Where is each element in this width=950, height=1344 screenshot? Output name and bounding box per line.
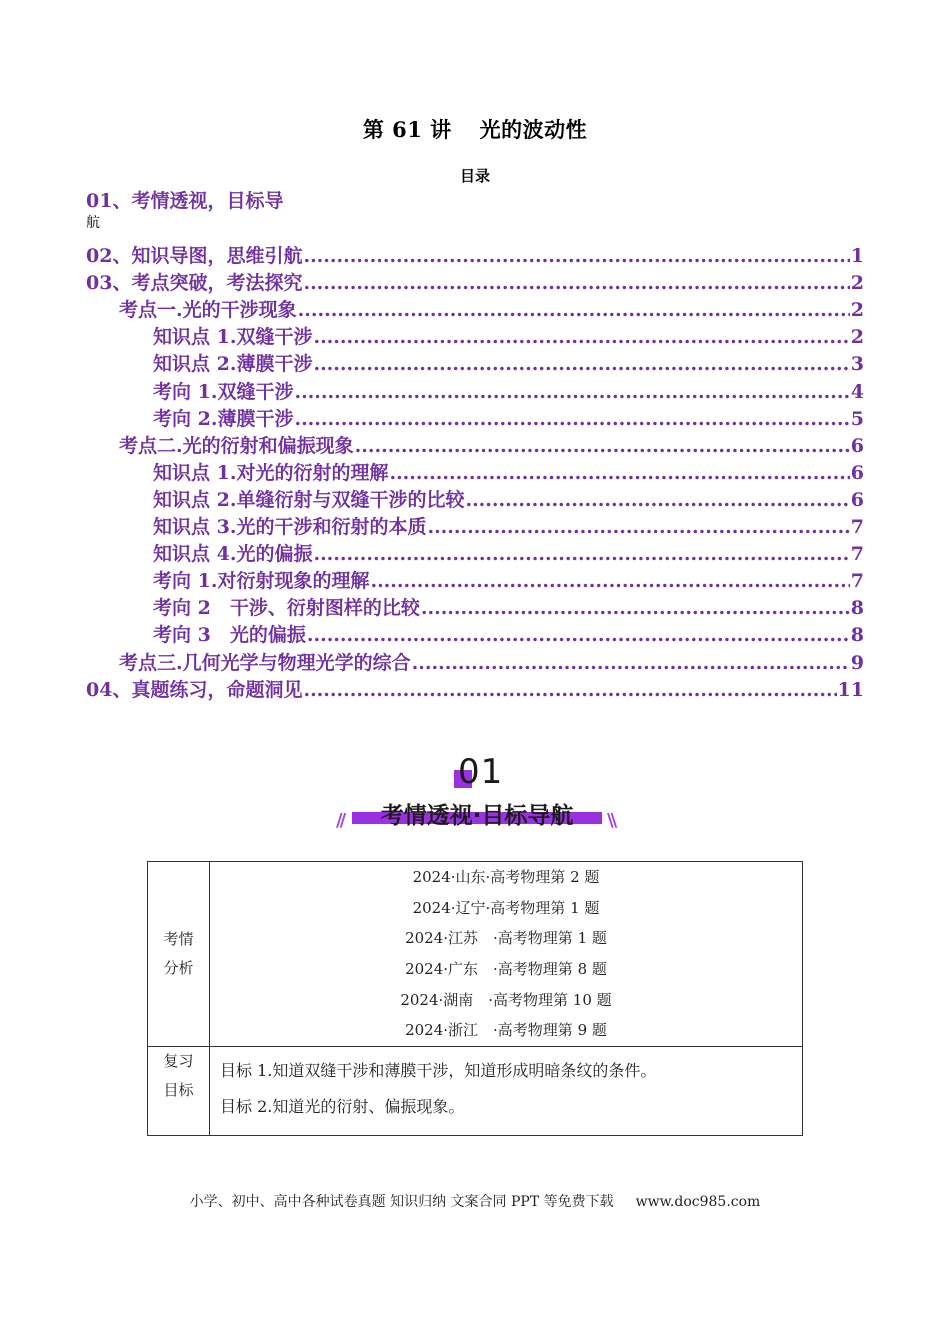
exam-item: 2024·广东 ·高考物理第 8 题 (405, 960, 607, 979)
toc-item-label: 04、真题练习，命题洞见 (86, 678, 303, 701)
toc-page-number: 7 (850, 570, 864, 593)
toc-item[interactable] (86, 268, 864, 294)
toc-item[interactable] (153, 404, 864, 430)
toc-item-label: 知识点 2.单缝衍射与双缝干涉的比较 (153, 488, 465, 511)
toc-item[interactable] (86, 675, 864, 701)
toc-item[interactable] (153, 593, 864, 619)
toc-item-label: 考向 3 光的偏振 (153, 624, 306, 647)
toc-item-label: 考点二.光的衍射和偏振现象 (119, 434, 354, 457)
toc-leader-dots (465, 489, 849, 511)
right-slash-decoration: \\ (607, 810, 615, 831)
toc-item-label: 知识点 2.薄膜干涉 (153, 353, 313, 376)
toc-leader-dots (313, 326, 849, 348)
toc-page-number: 11 (837, 678, 864, 701)
toc-leader-dots (313, 353, 849, 375)
lecture-number: 第 61 讲 (362, 117, 452, 142)
left-slash-decoration: // (336, 810, 344, 831)
label-line: 目标 (163, 1081, 194, 1100)
row-label-exam-analysis (148, 862, 210, 1047)
toc-leader-dots (370, 570, 849, 592)
section-title: 考情透视·目标导航 (380, 803, 574, 829)
toc-leader-dots (427, 516, 849, 538)
toc-page-number: 7 (850, 516, 864, 538)
footer-url[interactable]: www.doc985.com (635, 1194, 761, 1210)
toc-heading: 目录 (459, 167, 490, 185)
toc-item-first[interactable]: 01、考情透视，目标导 (86, 190, 284, 212)
toc-page-number: 2 (850, 326, 864, 349)
toc-page-number: 2 (850, 272, 864, 295)
toc-page-number: 8 (850, 624, 864, 647)
toc-item-label: 考点三.几何光学与物理光学的综合 (119, 651, 411, 674)
toc-item[interactable] (153, 349, 864, 375)
exam-item: 2024·湖南 ·高考物理第 10 题 (400, 990, 612, 1009)
toc-page-number: 2 (850, 299, 864, 322)
toc-item-label: 03、考点突破，考法探究 (86, 272, 303, 295)
toc-item-label: 知识点 4.光的偏振 (153, 543, 313, 566)
toc-item[interactable] (153, 566, 864, 592)
toc-item[interactable] (153, 322, 864, 348)
toc-page-number: 1 (850, 245, 864, 267)
toc-leader-dots (355, 435, 850, 457)
toc-item-first-wrap: 航 (86, 215, 100, 231)
toc-leader-dots (421, 597, 850, 619)
label-line: 分析 (163, 959, 194, 978)
toc-item[interactable] (119, 431, 864, 457)
toc-item[interactable] (153, 458, 864, 484)
toc-item-label: 考向 1.双缝干涉 (153, 380, 294, 403)
goals-cell (210, 1047, 803, 1136)
toc-item-label: 02、知识导图，思维引航 (86, 245, 303, 267)
toc-item-label: 考向 2 干涉、衍射图样的比较 (153, 597, 420, 620)
toc-page-number: 8 (850, 597, 864, 620)
section-number: 01 (458, 752, 504, 792)
label-line: 复习 (163, 1052, 194, 1071)
goal-item: 目标 2.知道光的衍射、偏振现象。 (220, 1097, 465, 1117)
toc-page-number: 4 (850, 380, 864, 403)
toc-item[interactable] (119, 295, 864, 321)
toc-leader-dots (303, 272, 849, 294)
toc-item[interactable] (86, 241, 864, 267)
table-row-exam-analysis (148, 862, 803, 1047)
toc-leader-dots (294, 381, 849, 403)
toc-item[interactable] (153, 485, 864, 511)
toc-item-label: 考向 1.对衍射现象的理解 (153, 570, 370, 593)
toc-page-number: 9 (850, 651, 864, 674)
page-footer (0, 1191, 950, 1211)
toc-item-label: 知识点 1.双缝干涉 (153, 326, 313, 349)
toc-item-label: 知识点 3.光的干涉和衍射的本质 (153, 516, 427, 538)
toc-item[interactable] (153, 377, 864, 403)
toc-page-number: 5 (850, 407, 864, 430)
label-line: 考情 (163, 930, 194, 949)
toc-leader-dots (303, 679, 836, 701)
goal-item: 目标 1.知道双缝干涉和薄膜干涉，知道形成明暗条纹的条件。 (220, 1061, 657, 1081)
exam-item: 2024·浙江 ·高考物理第 9 题 (405, 1021, 607, 1040)
toc-leader-dots (307, 624, 850, 646)
exam-item: 2024·江苏 ·高考物理第 1 题 (405, 929, 607, 948)
toc-leader-dots (412, 652, 850, 674)
exam-list-cell (210, 862, 803, 1047)
lecture-topic: 光的波动性 (479, 117, 588, 142)
toc-leader-dots (389, 462, 849, 484)
footer-text: 小学、初中、高中各种试卷真题 知识归纳 文案合同 PPT 等免费下载 (189, 1194, 614, 1210)
toc-item[interactable] (153, 620, 864, 646)
toc-page-number: 6 (850, 434, 864, 457)
exam-item: 2024·辽宁·高考物理第 1 题 (412, 898, 600, 917)
toc-leader-dots (303, 245, 849, 267)
document-title (0, 114, 950, 144)
toc-page-number: 7 (850, 543, 864, 566)
toc-page-number: 6 (850, 488, 864, 511)
toc-item[interactable] (119, 648, 864, 674)
exam-info-table (147, 861, 803, 1136)
exam-item: 2024·山东·高考物理第 2 题 (412, 868, 600, 886)
row-label-review-goals (148, 1047, 210, 1136)
toc-item[interactable] (153, 539, 864, 565)
table-row-review-goals (148, 1047, 803, 1136)
toc-item-label: 知识点 1.对光的衍射的理解 (153, 461, 389, 484)
toc-leader-dots (294, 408, 849, 430)
toc-leader-dots (313, 543, 849, 565)
toc-page-number: 3 (850, 353, 864, 376)
toc-item-label: 考向 2.薄膜干涉 (153, 407, 294, 430)
toc-item[interactable] (153, 512, 864, 538)
toc-page-number: 6 (850, 461, 864, 484)
toc-leader-dots (298, 299, 850, 321)
toc-item-label: 考点一.光的干涉现象 (119, 299, 297, 322)
